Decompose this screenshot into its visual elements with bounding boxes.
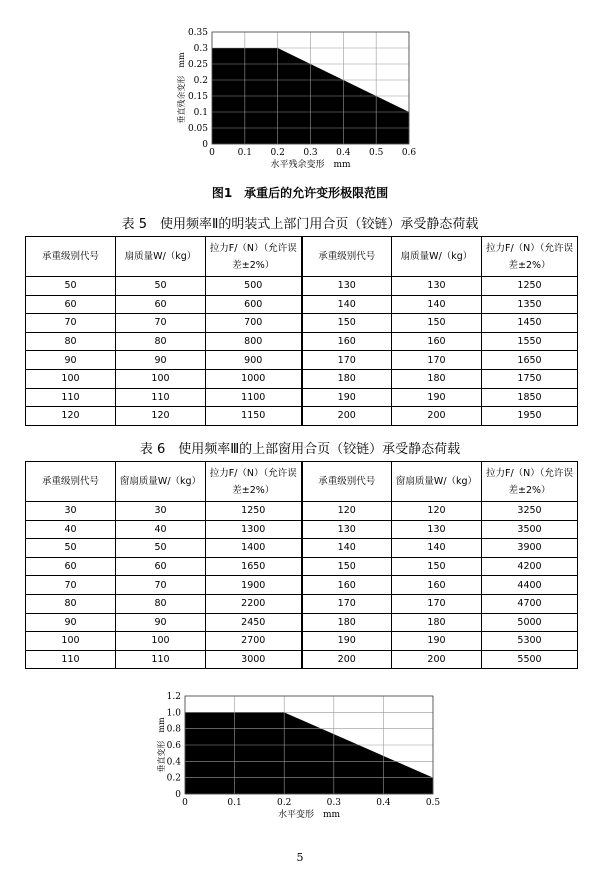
table-row	[26, 277, 578, 296]
y-tick-label: 0	[175, 790, 181, 800]
table-row	[26, 332, 578, 351]
table-cell: 4400	[482, 576, 578, 595]
table-cell: 1150	[206, 407, 302, 426]
table-row	[26, 594, 578, 613]
y-axis-label: 垂直残余变形 mm	[177, 52, 186, 124]
series-area	[185, 712, 433, 794]
table-cell: 190	[302, 388, 392, 407]
table-6-header-cell: 拉力F/（N）（允许误差±2%）	[206, 462, 302, 502]
table-cell: 150	[302, 557, 392, 576]
x-tick-label: 0.4	[376, 798, 391, 808]
table-cell: 40	[116, 520, 206, 539]
table-row	[26, 576, 578, 595]
table-row	[26, 295, 578, 314]
table-6-header-cell: 承重级别代号	[26, 462, 116, 502]
table-6-header-cell: 窗扇质量W/（kg）	[116, 462, 206, 502]
y-tick-label: 0.25	[187, 60, 208, 70]
y-tick-label: 0.4	[166, 757, 181, 768]
table-cell: 140	[392, 539, 482, 558]
table-cell: 5000	[482, 613, 578, 632]
table-cell: 150	[392, 557, 482, 576]
y-tick-label: 0.8	[166, 724, 181, 735]
table-cell: 90	[116, 613, 206, 632]
x-tick-label: 0.6	[401, 148, 417, 158]
table-cell: 200	[392, 650, 482, 669]
table-row	[26, 632, 578, 651]
table-cell: 500	[206, 277, 302, 296]
table-row	[26, 613, 578, 632]
table-cell: 100	[116, 632, 206, 651]
table-cell: 80	[116, 594, 206, 613]
table-cell: 700	[206, 314, 302, 333]
table-row	[26, 520, 578, 539]
table-cell: 1850	[482, 388, 578, 407]
table-6-header-row	[26, 462, 578, 502]
table-row	[26, 314, 578, 333]
table-row	[26, 407, 578, 426]
table-cell: 70	[116, 314, 206, 333]
x-tick-label: 0.1	[227, 798, 242, 808]
table-cell: 1650	[206, 557, 302, 576]
y-tick-label: 0.6	[166, 741, 181, 751]
table-5	[25, 236, 578, 426]
table-row	[26, 557, 578, 576]
y-tick-label: 0.15	[187, 92, 208, 102]
table-cell: 1400	[206, 539, 302, 558]
table-5-header-cell: 承重级别代号	[26, 237, 116, 277]
table-cell: 90	[116, 351, 206, 370]
table-cell: 170	[302, 594, 392, 613]
table-cell: 50	[26, 539, 116, 558]
table-row	[26, 388, 578, 407]
table-cell: 1450	[482, 314, 578, 333]
table-6-header-cell: 窗扇质量W/（kg）	[392, 462, 482, 502]
table-row	[26, 650, 578, 669]
table-cell: 120	[116, 407, 206, 426]
x-axis-label: 水平残余变形 mm	[270, 160, 351, 170]
table-cell: 140	[302, 539, 392, 558]
table-cell: 3000	[206, 650, 302, 669]
table-cell: 600	[206, 295, 302, 314]
table-cell: 140	[302, 295, 392, 314]
y-tick-label: 0.2	[193, 76, 208, 86]
table-cell: 60	[116, 557, 206, 576]
table-cell: 180	[302, 613, 392, 632]
table-cell: 190	[302, 632, 392, 651]
y-tick-label: 1.2	[166, 692, 181, 702]
figure-1-chart	[170, 28, 430, 178]
table-cell: 1950	[482, 407, 578, 426]
table-cell: 110	[116, 650, 206, 669]
table-cell: 1550	[482, 332, 578, 351]
table-cell: 120	[392, 502, 482, 521]
x-tick-label: 0.5	[369, 148, 384, 158]
table-cell: 50	[26, 277, 116, 296]
table-cell: 50	[116, 277, 206, 296]
table-cell: 1350	[482, 295, 578, 314]
table-cell: 60	[26, 295, 116, 314]
x-tick-label: 0	[209, 148, 215, 158]
table-cell: 130	[302, 277, 392, 296]
table-cell: 70	[26, 576, 116, 595]
table-cell: 1650	[482, 351, 578, 370]
table-cell: 30	[26, 502, 116, 521]
table-cell: 130	[392, 277, 482, 296]
y-tick-label: 0.1	[193, 108, 208, 118]
table-cell: 2200	[206, 594, 302, 613]
figure-2-chart	[150, 688, 450, 828]
table-cell: 2700	[206, 632, 302, 651]
table-cell: 140	[392, 295, 482, 314]
table-cell: 120	[302, 502, 392, 521]
table-row	[26, 369, 578, 388]
table-cell: 30	[116, 502, 206, 521]
table-cell: 90	[26, 351, 116, 370]
page-number: 5	[296, 851, 304, 864]
table-cell: 190	[392, 632, 482, 651]
table-cell: 100	[26, 632, 116, 651]
table-cell: 180	[392, 369, 482, 388]
table-cell: 1300	[206, 520, 302, 539]
table-5-header-row	[26, 237, 578, 277]
table-cell: 160	[392, 332, 482, 351]
table-5-header-cell: 扇质量W/（kg）	[392, 237, 482, 277]
table-cell: 80	[26, 332, 116, 351]
table-cell: 60	[116, 295, 206, 314]
y-tick-label: 0.35	[187, 28, 208, 38]
table-cell: 170	[392, 594, 482, 613]
table-cell: 160	[392, 576, 482, 595]
y-axis-label: 垂直变形 mm	[157, 717, 166, 773]
table-cell: 5500	[482, 650, 578, 669]
table-cell: 200	[302, 650, 392, 669]
table-cell: 190	[392, 388, 482, 407]
table-cell: 40	[26, 520, 116, 539]
table-cell: 1750	[482, 369, 578, 388]
table-cell: 150	[302, 314, 392, 333]
table-cell: 800	[206, 332, 302, 351]
table-cell: 1900	[206, 576, 302, 595]
table-cell: 130	[302, 520, 392, 539]
table-6-header-cell: 承重级别代号	[302, 462, 392, 502]
table-5-header-cell: 拉力F/（N）（允许误差±2%）	[482, 237, 578, 277]
table-cell: 80	[26, 594, 116, 613]
table-cell: 180	[302, 369, 392, 388]
table-cell: 110	[26, 388, 116, 407]
x-tick-label: 0.3	[303, 148, 318, 158]
x-tick-label: 0.3	[326, 798, 341, 808]
figure-2-svg	[150, 688, 450, 828]
table-6-header-cell: 拉力F/（N）（允许误差±2%）	[482, 462, 578, 502]
table-row	[26, 351, 578, 370]
table-cell: 200	[392, 407, 482, 426]
table-6	[25, 461, 578, 669]
table-cell: 1000	[206, 369, 302, 388]
table-row	[26, 539, 578, 558]
table-cell: 180	[392, 613, 482, 632]
x-tick-label: 0.1	[237, 148, 252, 158]
table-cell: 100	[116, 369, 206, 388]
table-cell: 3250	[482, 502, 578, 521]
table-cell: 3900	[482, 539, 578, 558]
table-cell: 110	[116, 388, 206, 407]
table-cell: 4700	[482, 594, 578, 613]
table-cell: 200	[302, 407, 392, 426]
table-cell: 4200	[482, 557, 578, 576]
y-tick-label: 0.3	[193, 44, 208, 54]
table-cell: 160	[302, 576, 392, 595]
table-cell: 1100	[206, 388, 302, 407]
figure-1-caption: 图1 承重后的允许变形极限范围	[211, 186, 389, 200]
y-tick-label: 0	[202, 140, 208, 150]
y-tick-label: 1.0	[166, 708, 181, 719]
table-cell: 1250	[482, 277, 578, 296]
table-cell: 70	[116, 576, 206, 595]
table-cell: 70	[26, 314, 116, 333]
table-cell: 5300	[482, 632, 578, 651]
table-cell: 130	[392, 520, 482, 539]
table-cell: 170	[302, 351, 392, 370]
table-5-title: 表 5 使用频率Ⅱ的明装式上部门用合页（铰链）承受静态荷载	[121, 217, 479, 232]
table-cell: 150	[392, 314, 482, 333]
table-cell: 50	[116, 539, 206, 558]
table-5-header-cell: 扇质量W/（kg）	[116, 237, 206, 277]
table-row	[26, 502, 578, 521]
x-axis-label: 水平变形 mm	[277, 810, 341, 820]
table-cell: 2450	[206, 613, 302, 632]
table-5-header-cell: 拉力F/（N）（允许误差±2%）	[206, 237, 302, 277]
y-tick-label: 0.2	[166, 773, 181, 784]
table-cell: 80	[116, 332, 206, 351]
table-cell: 900	[206, 351, 302, 370]
table-cell: 90	[26, 613, 116, 632]
table-cell: 120	[26, 407, 116, 426]
x-tick-label: 0.5	[425, 798, 441, 808]
x-tick-label: 0.4	[336, 148, 351, 158]
y-tick-label: 0.05	[187, 124, 208, 134]
x-tick-label: 0.2	[277, 798, 292, 808]
x-tick-label: 0	[182, 798, 188, 808]
table-cell: 100	[26, 369, 116, 388]
table-cell: 60	[26, 557, 116, 576]
table-cell: 3500	[482, 520, 578, 539]
table-cell: 170	[392, 351, 482, 370]
table-cell: 110	[26, 650, 116, 669]
figure-1-svg	[170, 28, 430, 178]
table-cell: 160	[302, 332, 392, 351]
x-tick-label: 0.2	[270, 148, 285, 158]
table-cell: 1250	[206, 502, 302, 521]
table-5-header-cell: 承重级别代号	[302, 237, 392, 277]
table-6-title: 表 6 使用频率Ⅲ的上部窗用合页（铰链）承受静态荷载	[139, 442, 461, 457]
